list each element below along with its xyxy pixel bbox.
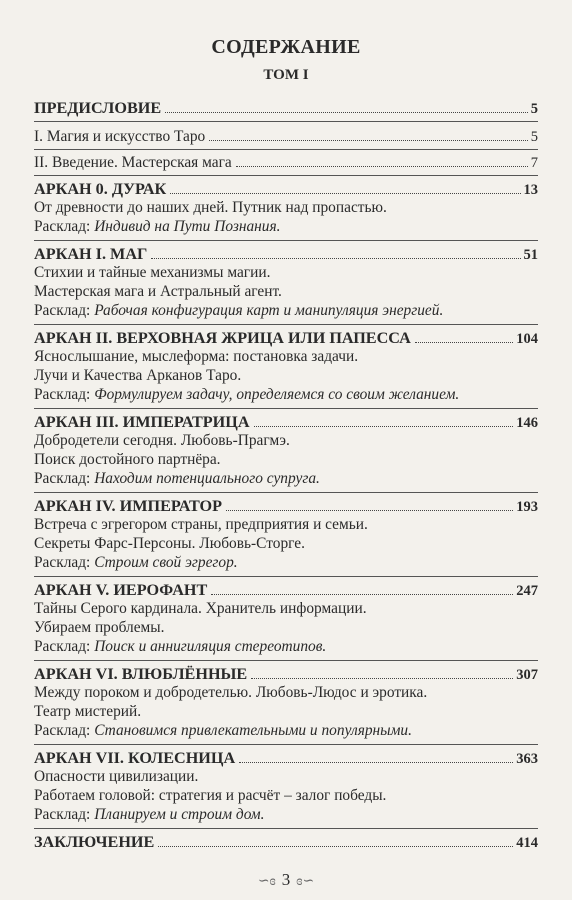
toc-entry-intro[interactable]: II. Введение. Мастерская мага 7 — [34, 154, 538, 171]
toc-entry-arcana-2[interactable]: АРКАН II. ВЕРХОВНАЯ ЖРИЦА ИЛИ ПАПЕССА 104 — [34, 329, 538, 347]
toc-entry-conclusion[interactable]: ЗАКЛЮЧЕНИЕ 414 — [34, 833, 538, 851]
toc-subline: Поиск достойного партнёра. — [34, 451, 221, 468]
toc-entry-arcana-7[interactable]: АРКАН VII. КОЛЕСНИЦА 363 — [34, 749, 538, 767]
toc-spread-line: Расклад: Рабочая конфигурация карт и манипуляция энергией. — [34, 302, 444, 319]
toc-entry-arcana-1[interactable]: АРКАН I. МАГ 51 — [34, 245, 538, 263]
page-ref: 363 — [516, 751, 538, 767]
toc-subline: Работаем головой: стратегия и расчёт – залог победы. — [34, 787, 387, 804]
page-ref: 13 — [523, 182, 538, 198]
toc-subline: Между пороком и добродетелью. Любовь-Людос и эротика. — [34, 684, 428, 701]
toc-subline: Лучи и Качества Арканов Таро. — [34, 367, 242, 384]
toc-entry-magic[interactable]: I. Магия и искусство Таро 5 — [34, 128, 538, 145]
toc-subline: Яснослышание, мыслеформа: постановка задачи. — [34, 348, 359, 365]
toc-spread-line: Расклад: Планируем и строим дом. — [34, 806, 265, 823]
toc-entry-arcana-6[interactable]: АРКАН VI. ВЛЮБЛЁННЫЕ 307 — [34, 665, 538, 683]
toc-spread-line: Расклад: Поиск и аннигиляция стереотипов. — [34, 638, 327, 655]
toc-subline: Опасности цивилизации. — [34, 768, 199, 785]
page-ref: 193 — [516, 499, 538, 515]
page-footer — [0, 870, 572, 890]
toc-subline: Добродетели сегодня. Любовь-Прагмэ. — [34, 432, 290, 449]
toc-entry-arcana-3[interactable]: АРКАН III. ИМПЕРАТРИЦА 146 — [34, 413, 538, 431]
toc-subline: Секреты Фарс-Персоны. Любовь-Сторге. — [34, 535, 305, 552]
divider — [34, 175, 538, 176]
divider — [34, 576, 538, 577]
page-ref: 307 — [516, 667, 538, 683]
page-ref: 7 — [530, 155, 538, 171]
toc-subline: Тайны Серого кардинала. Хранитель информации. — [34, 600, 367, 617]
toc-entry-preface[interactable]: ПРЕДИСЛОВИЕ 5 — [34, 99, 538, 117]
toc-spread-line: Расклад: Строим свой эгрегор. — [34, 554, 238, 571]
page-ref: 414 — [516, 835, 538, 851]
page-ref: 5 — [530, 101, 538, 117]
toc-subline: Стихии и тайные механизмы магии. — [34, 264, 271, 281]
toc-entry-arcana-0[interactable]: АРКАН 0. ДУРАК 13 — [34, 180, 538, 198]
toc-spread-line: Расклад: Формулируем задачу, определяемся со своим желанием. — [34, 386, 460, 403]
page-ref: 104 — [516, 331, 538, 347]
toc-spread-line: Расклад: Находим потенциального супруга. — [34, 470, 320, 487]
toc-subline: Встреча с эгрегором страны, предприятия и семьи. — [34, 516, 368, 533]
page-ref: 146 — [516, 415, 538, 431]
page-ref: 247 — [516, 583, 538, 599]
toc-spread-line: Расклад: Становимся привлекательными и популярными. — [34, 722, 412, 739]
ornament-right-icon: ɞ∽ — [296, 873, 315, 889]
toc-subline: Убираем проблемы. — [34, 619, 165, 636]
divider — [34, 149, 538, 150]
toc-subline: От древности до наших дней. Путник над пропастью. — [34, 199, 387, 216]
page-number: 3 — [281, 870, 291, 889]
toc-entry-arcana-5[interactable]: АРКАН V. ИЕРОФАНТ 247 — [34, 581, 538, 599]
divider — [34, 408, 538, 409]
toc-entry-arcana-4[interactable]: АРКАН IV. ИМПЕРАТОР 193 — [34, 497, 538, 515]
volume-title: ТОМ I — [263, 67, 309, 83]
toc-subline: Театр мистерий. — [34, 703, 142, 720]
divider — [34, 828, 538, 829]
divider — [34, 240, 538, 241]
page-ref: 51 — [523, 247, 538, 263]
page-ref: 5 — [530, 129, 538, 145]
divider — [34, 660, 538, 661]
toc-subline: Мастерская мага и Астральный агент. — [34, 283, 282, 300]
divider — [34, 492, 538, 493]
ornament-left-icon: ∽ɞ — [257, 873, 276, 889]
divider — [34, 121, 538, 122]
divider — [34, 744, 538, 745]
page-title: СОДЕРЖАНИЕ — [211, 36, 361, 58]
toc-spread-line: Расклад: Индивид на Пути Познания. — [34, 218, 281, 235]
divider — [34, 324, 538, 325]
